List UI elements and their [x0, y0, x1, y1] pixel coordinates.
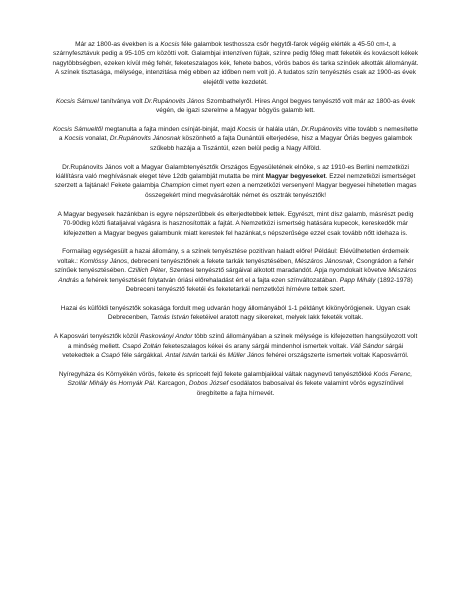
text-run: (1892-1978) Debreceni tenyésztő feketéi és feketetarkái nemzetközi hírnévre tettek szert. [125, 276, 413, 294]
text-run: tanítványa volt [98, 97, 145, 105]
text-run: féle galambok testhossza csőr hegytől-farok végéig elérték a 45-50 cm-t, a szárnyfesztávuk pedig a 95-105 cm közötti volt. Galambjai intenzíven fújtak, színre pedig főleg matt feketék és kovácsolt kékek nagytöbbségben, ezeken kívül még fehér, feketeszalagos kék, fehete babos, vörös babos és tarka színűek alkották állományát. A színek tisztasága, mélysége, intenzitása még ebben az időben nem volt jó. A tudatos szín tenyésztés csak az 1900-as évek elejétől vette kezdetét. [52, 41, 419, 86]
italic-name: Raskoványi Andor [140, 333, 193, 341]
italic-name: Dr.Rupánovits János [144, 97, 205, 105]
italic-name: Kocsis [237, 125, 257, 133]
italic-name: Váli Sándor [350, 342, 384, 350]
text-run: Már az 1800-as években is a [75, 41, 161, 48]
italic-name: Champion [160, 182, 191, 190]
italic-name: Mészáros András [58, 267, 417, 284]
text-run: . Karcagon, [153, 380, 189, 388]
text-run: a fehérek tenyésztését folytatván óriási előrehaladást ért el a fajta ezen színváltozatában. [78, 276, 340, 284]
text-run: Hazai és külföldi tenyésztők sokasága fordult meg udvarán hogy állományából 1-1 példányt kikönyörögjenek. Ugyan csak Debrecenben, [60, 304, 411, 322]
paragraph-1 [52, 40, 419, 87]
text-run: , debreceni tenyésztőnek a fekete tarkák tenyésztésében, [127, 257, 295, 265]
paragraph-8 [52, 332, 419, 360]
text-run: Szombathelyről. Híres Angol begyes tenyésztő volt már az 1800-as évek végén, de igazi szerelme a Magyar bögyös galamb lett. [156, 97, 416, 114]
italic-name: Tamás István [150, 314, 189, 322]
text-run: feketéivel aratott nagy sikereket, melyek lakk feketék voltak. [188, 314, 364, 322]
text-run: A Magyar begyesek hazánkban is egyre népszerűbbek és elterjedtebbek lettek. Egyrészt, mint dísz galamb, másrészt pedig 70-90dkg közti fiataljaival vágásra is hasznosították a fajtát. A Nemzetközi ismertség hatására kupecok, kereskedők már kifejezetten a Magyar begyes galambunk miatt kerestek fel hazánkat,s népszerűsége ezzel csak tovább nőtt idehaza is. [57, 210, 414, 237]
text-run: Dr.Rupánovits János volt a Magyar Galambtenyésztők Országos Egyesületének elnöke, s az 1910-es Berlini nemzetközi kiállításra való meghívásnak eleget téve 12db galambját mutatta be mint [55, 163, 409, 180]
text-run: . Ezzel nemzetközi ismertséget szerzett a fajtának! Fekete galambja [54, 172, 416, 190]
text-run: Nyíregyháza és Környékén vörös, fekete és spriccelt fejű fekete galambjaikkal váltak nagynevű tenyésztőkké [58, 370, 374, 378]
paragraph-2 [52, 97, 419, 116]
italic-name: Dr.Rupánovits Jánosnak [109, 135, 181, 143]
italic-name: Dr.Rupánovits [301, 125, 343, 133]
paragraph-6 [52, 247, 419, 294]
text-run: vonalat, [83, 135, 110, 143]
text-run: féle sárgákkal. [119, 352, 166, 360]
text-run: fehérei országszerte ismertek voltak Kaposvárról. [264, 352, 409, 360]
text-run: vitte tovább s nemesítette a [58, 125, 419, 143]
text-run: tarkái és [199, 352, 228, 360]
italic-name: Papp Mihály [339, 276, 376, 284]
italic-name: Csapó Zoltán [122, 342, 162, 350]
text-run: úr halála után, [256, 125, 302, 133]
italic-name: Kocsis [160, 41, 180, 48]
italic-name: Kocsis Sámueltől [52, 125, 103, 133]
text-run: megtanulta a fajta minden csínját-binját, majd [102, 125, 238, 133]
text-run: több színű állományában a színek mélysége is kifejezetten hangsúlyozott volt a minőség mellett. [67, 333, 418, 350]
italic-name: Koós Ferenc, Szollár Mihály [67, 370, 413, 388]
text-run: Formailag egységesült a hazai állomány, s a színek tenyésztése pozitívan haladt előre! Például: Elévülhetetlen érdemeik voltak.: [57, 248, 409, 265]
text-run: feketeszalagos kékei és arany sárgái mindenhol ismertek voltak. [161, 342, 351, 350]
italic-name: Antal István [165, 352, 200, 360]
text-run: köszönhető a fajta Dunántúli elterjedése, hisz a Magyar Óriás begyes galambok szűkebb hazája a Tiszántúl, ezen belül pedig a Nagy Alföld. [150, 135, 413, 152]
text-run: , Szentesi tenyésztő sárgáival alkotott maradandót. Apja nyomdokait követve [165, 267, 389, 275]
italic-name: Czillich Péter [127, 267, 166, 275]
text-run: címet nyert ezen a nemzetközi versenyen! Magyar begyesei hihetetlen magas összegekért mind megvásárolták német és osztrák tenyésztők! [145, 182, 417, 199]
text-run: A Kaposvári tenyésztők közül [53, 333, 141, 341]
italic-name: Komlóssy János [79, 257, 128, 265]
text-run: csodálatos babosaival és fekete valamint vörös egyszínűivel öregbítette a fajta hírnevét. [196, 380, 404, 397]
italic-name: Kocsis Sámuel [55, 97, 99, 105]
italic-name: Mészáros Jánosnak [294, 257, 353, 265]
bold-text: Magyar begyeseket [265, 172, 326, 180]
paragraph-4 [52, 163, 419, 201]
italic-name: Kocsis [64, 135, 84, 143]
paragraph-7 [52, 304, 419, 323]
paragraph-9 [52, 370, 419, 398]
text-run: sárgái vetekedtek a [62, 342, 404, 360]
italic-name: Csapó [101, 352, 120, 360]
italic-name: Dobos József [188, 380, 229, 388]
italic-name: Müller János [227, 352, 265, 360]
paragraph-5 [52, 210, 419, 238]
italic-name: Hornyák Pál [118, 380, 154, 388]
text-run: és [107, 380, 119, 388]
paragraph-3 [52, 125, 419, 153]
text-run: , Csongrádon a fehér színűek tenyésztésében. [54, 257, 414, 275]
